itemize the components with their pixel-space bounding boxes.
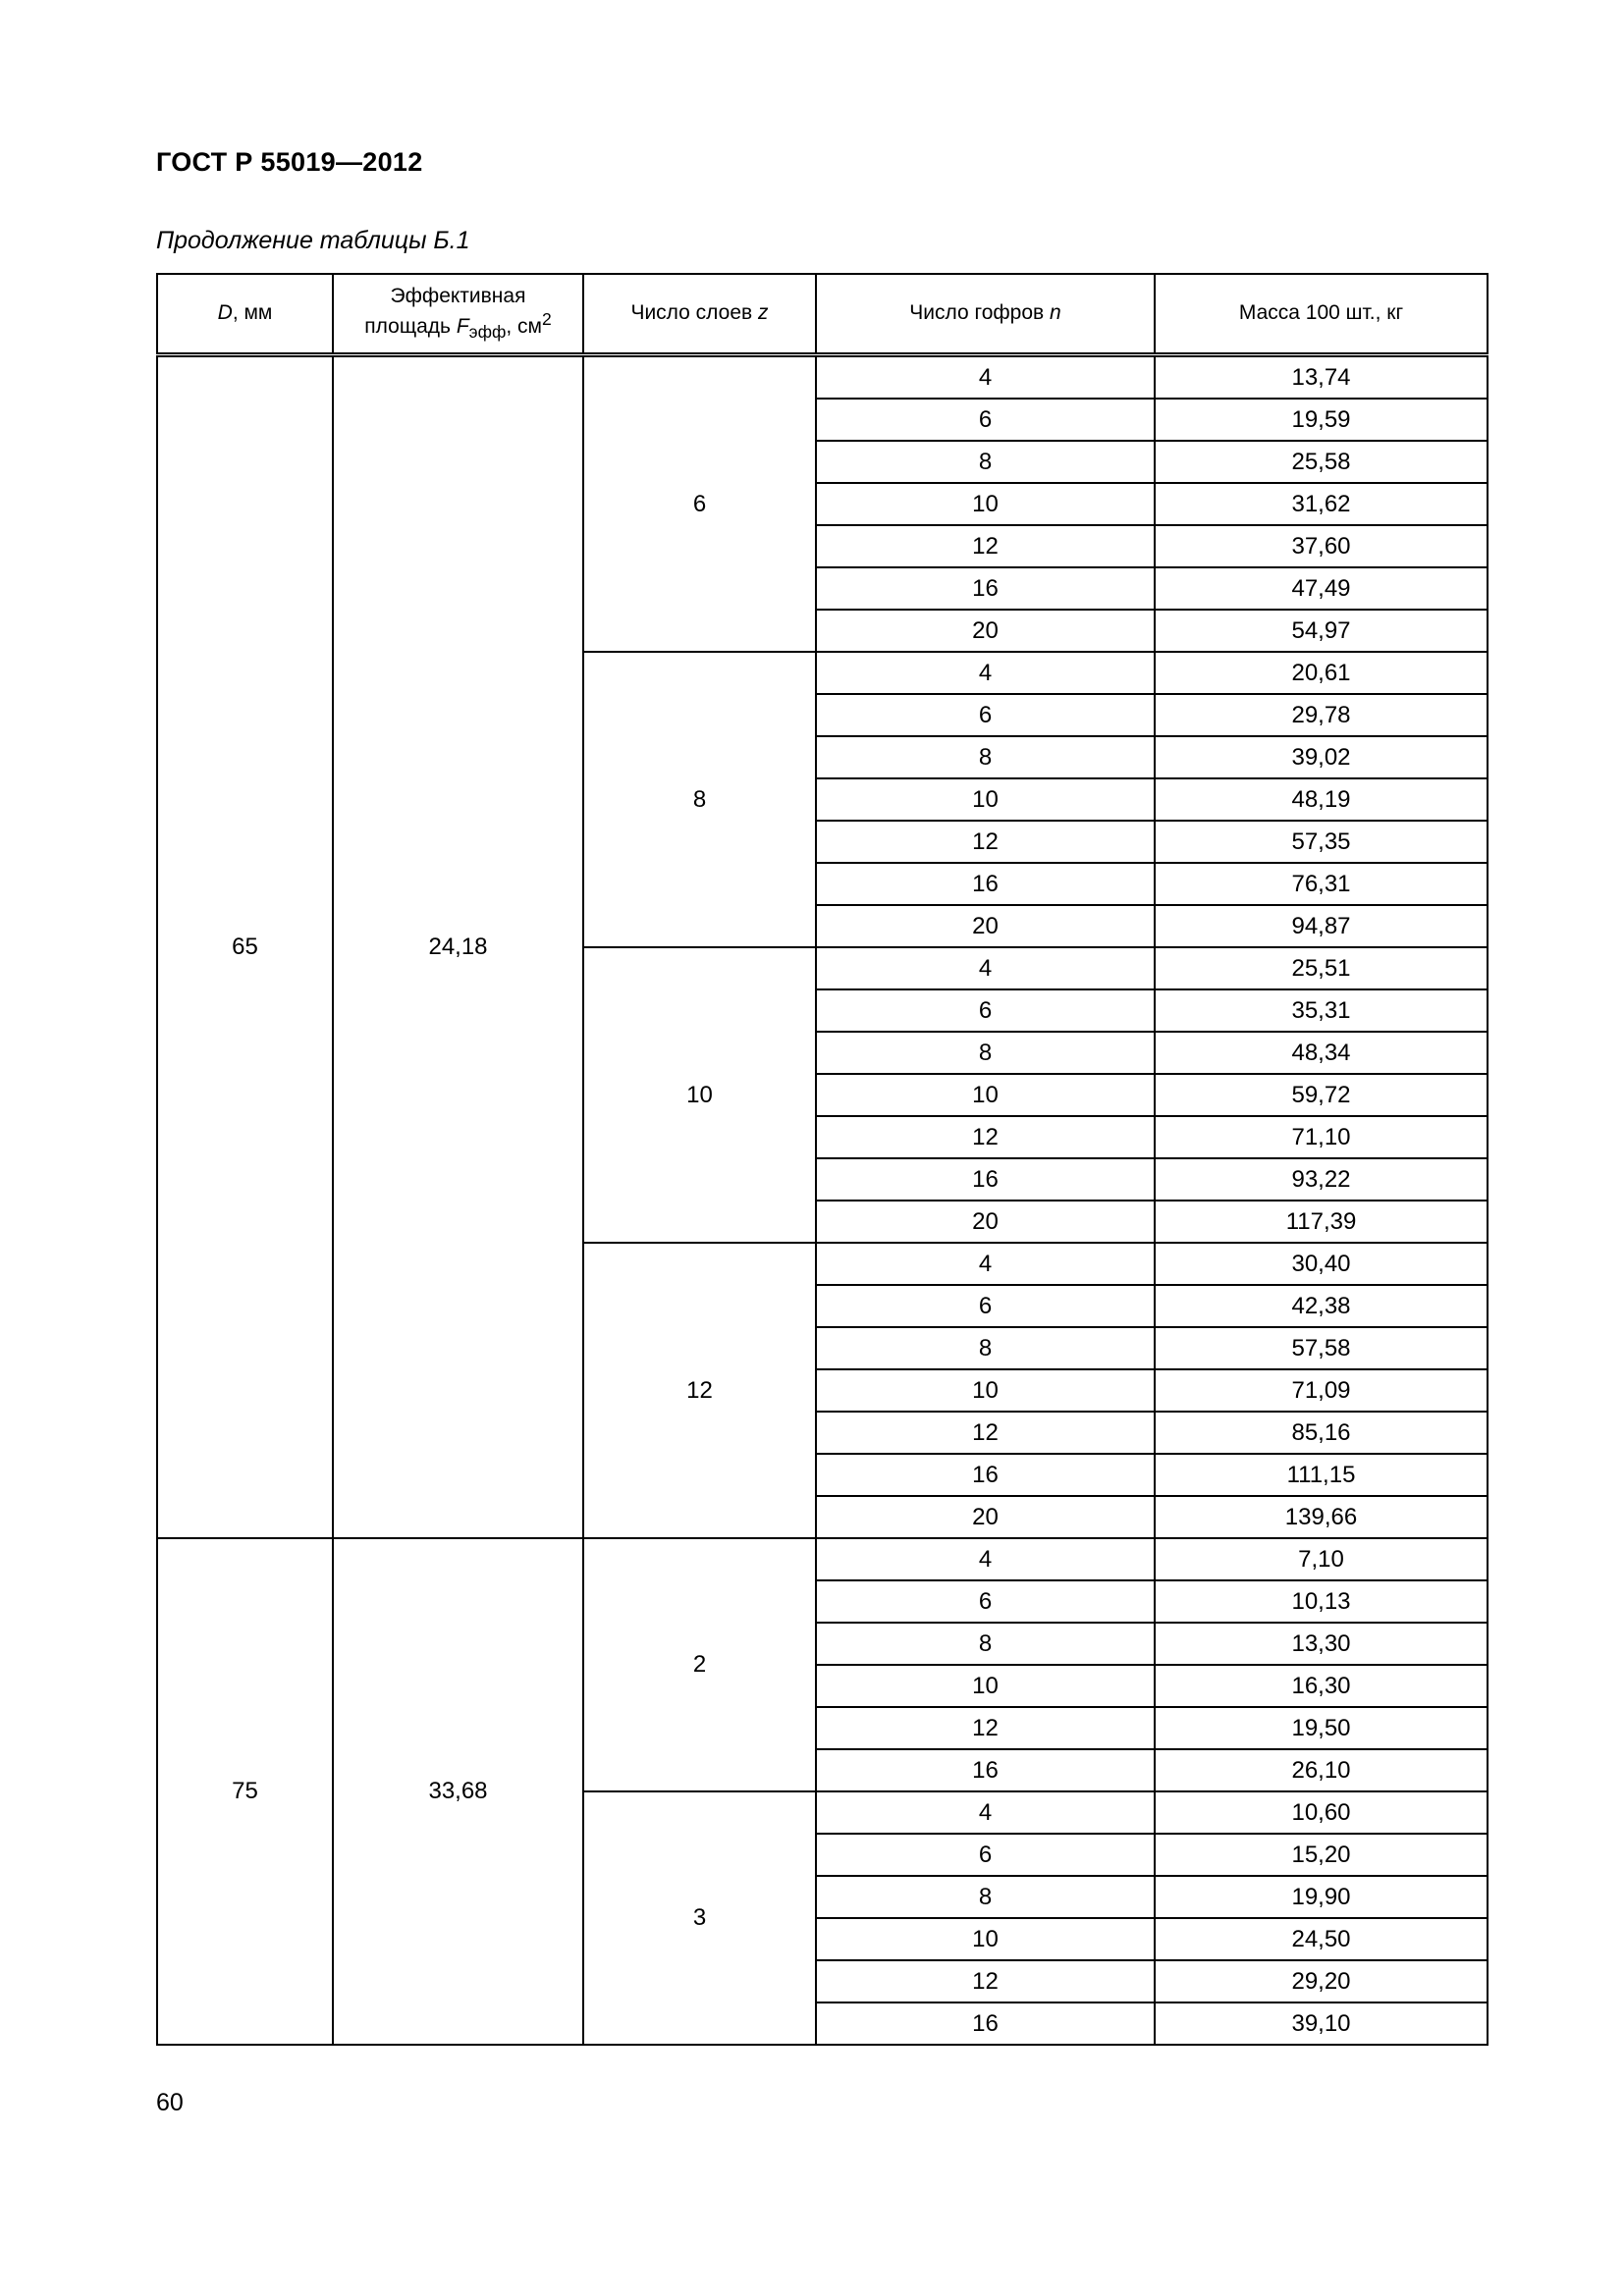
corrugations-cell: 6 bbox=[816, 1580, 1155, 1623]
layers-cell: 10 bbox=[583, 947, 816, 1243]
corrugations-cell: 16 bbox=[816, 2002, 1155, 2045]
corrugations-cell: 20 bbox=[816, 610, 1155, 652]
mass-cell: 39,10 bbox=[1155, 2002, 1488, 2045]
corrugations-cell: 16 bbox=[816, 1749, 1155, 1791]
mass-cell: 10,60 bbox=[1155, 1791, 1488, 1834]
mass-cell: 54,97 bbox=[1155, 610, 1488, 652]
mass-table bbox=[156, 273, 1489, 2046]
layers-cell: 6 bbox=[583, 355, 816, 653]
mass-cell: 59,72 bbox=[1155, 1074, 1488, 1116]
mass-cell: 31,62 bbox=[1155, 483, 1488, 525]
layers-cell: 8 bbox=[583, 652, 816, 947]
corrugations-cell: 20 bbox=[816, 905, 1155, 947]
corrugations-cell: 4 bbox=[816, 355, 1155, 400]
table-row bbox=[157, 1538, 1488, 1580]
mass-cell: 57,58 bbox=[1155, 1327, 1488, 1369]
corrugations-cell: 16 bbox=[816, 1454, 1155, 1496]
corrugations-cell: 4 bbox=[816, 1791, 1155, 1834]
table-row bbox=[157, 355, 1488, 400]
mass-cell: 15,20 bbox=[1155, 1834, 1488, 1876]
corrugations-cell: 12 bbox=[816, 1707, 1155, 1749]
mass-cell: 25,58 bbox=[1155, 441, 1488, 483]
mass-cell: 71,10 bbox=[1155, 1116, 1488, 1158]
mass-cell: 85,16 bbox=[1155, 1412, 1488, 1454]
corrugations-cell: 16 bbox=[816, 1158, 1155, 1201]
corrugations-cell: 8 bbox=[816, 736, 1155, 778]
table-caption: Продолжение таблицы Б.1 bbox=[156, 227, 470, 254]
mass-cell: 76,31 bbox=[1155, 863, 1488, 905]
mass-cell: 26,10 bbox=[1155, 1749, 1488, 1791]
corrugations-cell: 12 bbox=[816, 821, 1155, 863]
corrugations-cell: 4 bbox=[816, 947, 1155, 989]
corrugations-cell: 12 bbox=[816, 1116, 1155, 1158]
corrugations-cell: 4 bbox=[816, 652, 1155, 694]
layers-cell: 2 bbox=[583, 1538, 816, 1791]
corrugations-cell: 10 bbox=[816, 1665, 1155, 1707]
header-diameter: D, мм bbox=[157, 274, 333, 355]
header-effective-area: Эффективная площадь $F_{эфф}$, $см^2$ bbox=[333, 274, 583, 355]
mass-cell: 57,35 bbox=[1155, 821, 1488, 863]
corrugations-cell: 12 bbox=[816, 1412, 1155, 1454]
corrugations-cell: 6 bbox=[816, 989, 1155, 1032]
corrugations-cell: 6 bbox=[816, 1285, 1155, 1327]
corrugations-cell: 10 bbox=[816, 1369, 1155, 1412]
corrugations-cell: 10 bbox=[816, 483, 1155, 525]
mass-cell: 111,15 bbox=[1155, 1454, 1488, 1496]
table-body bbox=[157, 355, 1488, 2046]
header-mass: Масса 100 шт., кг bbox=[1155, 274, 1488, 355]
mass-cell: 13,30 bbox=[1155, 1623, 1488, 1665]
mass-cell: 37,60 bbox=[1155, 525, 1488, 567]
corrugations-cell: 8 bbox=[816, 441, 1155, 483]
corrugations-cell: 6 bbox=[816, 399, 1155, 441]
corrugations-cell: 20 bbox=[816, 1201, 1155, 1243]
mass-cell: 47,49 bbox=[1155, 567, 1488, 610]
corrugations-cell: 10 bbox=[816, 1918, 1155, 1960]
mass-cell: 19,59 bbox=[1155, 399, 1488, 441]
mass-cell: 117,39 bbox=[1155, 1201, 1488, 1243]
corrugations-cell: 10 bbox=[816, 778, 1155, 821]
corrugations-cell: 8 bbox=[816, 1327, 1155, 1369]
area-cell: 33,68 bbox=[333, 1538, 583, 2045]
mass-cell: 10,13 bbox=[1155, 1580, 1488, 1623]
corrugations-cell: 12 bbox=[816, 525, 1155, 567]
table-header-row bbox=[157, 274, 1488, 355]
mass-cell: 30,40 bbox=[1155, 1243, 1488, 1285]
corrugations-cell: 6 bbox=[816, 694, 1155, 736]
header-layers: Число слоев z bbox=[583, 274, 816, 355]
mass-cell: 39,02 bbox=[1155, 736, 1488, 778]
mass-cell: 19,90 bbox=[1155, 1876, 1488, 1918]
corrugations-cell: 8 bbox=[816, 1032, 1155, 1074]
corrugations-cell: 12 bbox=[816, 1960, 1155, 2002]
mass-cell: 13,74 bbox=[1155, 355, 1488, 400]
mass-cell: 42,38 bbox=[1155, 1285, 1488, 1327]
layers-cell: 3 bbox=[583, 1791, 816, 2045]
header-corrugations: Число гофров n bbox=[816, 274, 1155, 355]
page-number: 60 bbox=[156, 2089, 184, 2116]
corrugations-cell: 4 bbox=[816, 1538, 1155, 1580]
document-title: ГОСТ Р 55019—2012 bbox=[156, 147, 423, 177]
area-cell: 24,18 bbox=[333, 355, 583, 1539]
corrugations-cell: 20 bbox=[816, 1496, 1155, 1538]
corrugations-cell: 8 bbox=[816, 1623, 1155, 1665]
mass-cell: 20,61 bbox=[1155, 652, 1488, 694]
mass-cell: 93,22 bbox=[1155, 1158, 1488, 1201]
mass-cell: 19,50 bbox=[1155, 1707, 1488, 1749]
layers-cell: 12 bbox=[583, 1243, 816, 1538]
mass-cell: 25,51 bbox=[1155, 947, 1488, 989]
corrugations-cell: 8 bbox=[816, 1876, 1155, 1918]
mass-cell: 24,50 bbox=[1155, 1918, 1488, 1960]
mass-cell: 7,10 bbox=[1155, 1538, 1488, 1580]
corrugations-cell: 16 bbox=[816, 567, 1155, 610]
diameter-cell: 65 bbox=[157, 355, 333, 1539]
mass-cell: 48,19 bbox=[1155, 778, 1488, 821]
mass-cell: 29,78 bbox=[1155, 694, 1488, 736]
mass-cell: 139,66 bbox=[1155, 1496, 1488, 1538]
mass-cell: 29,20 bbox=[1155, 1960, 1488, 2002]
mass-cell: 35,31 bbox=[1155, 989, 1488, 1032]
mass-cell: 16,30 bbox=[1155, 1665, 1488, 1707]
corrugations-cell: 4 bbox=[816, 1243, 1155, 1285]
corrugations-cell: 10 bbox=[816, 1074, 1155, 1116]
diameter-cell: 75 bbox=[157, 1538, 333, 2045]
corrugations-cell: 6 bbox=[816, 1834, 1155, 1876]
mass-cell: 94,87 bbox=[1155, 905, 1488, 947]
mass-cell: 71,09 bbox=[1155, 1369, 1488, 1412]
mass-cell: 48,34 bbox=[1155, 1032, 1488, 1074]
corrugations-cell: 16 bbox=[816, 863, 1155, 905]
